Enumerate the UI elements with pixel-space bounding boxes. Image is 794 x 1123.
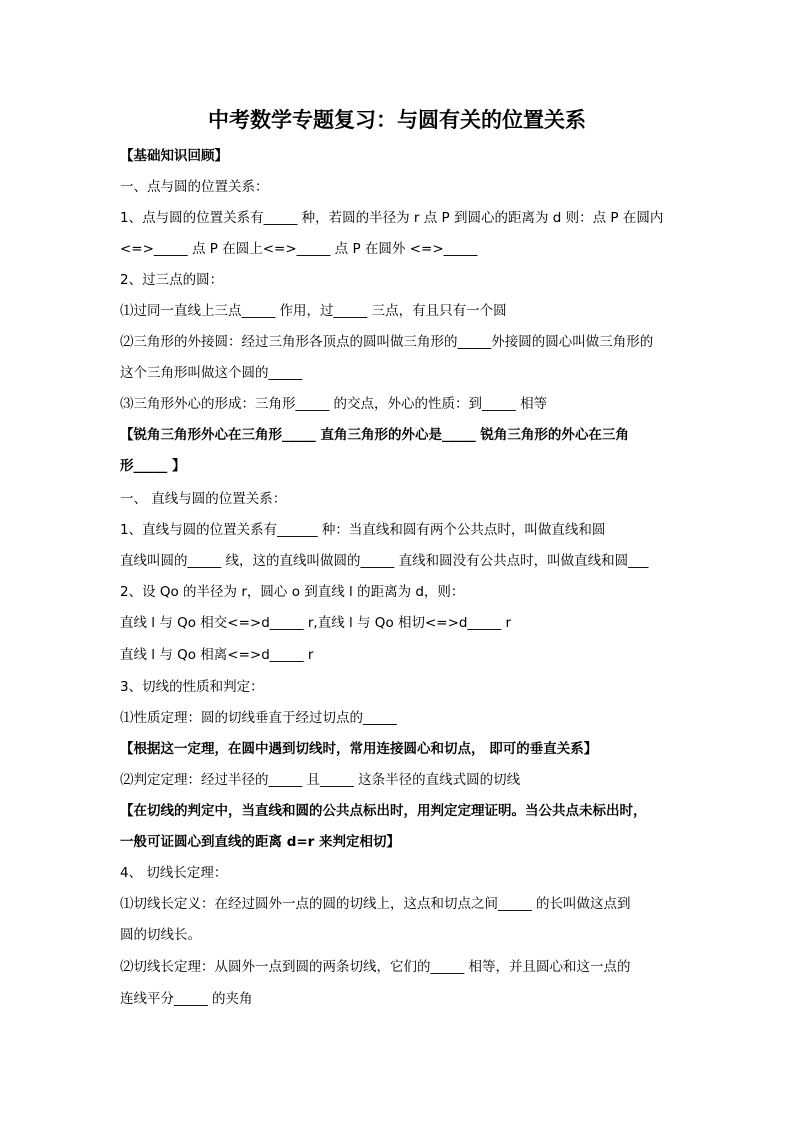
text-line: 直线 l 与 Qo 相离<=>d_____ r <box>120 647 314 663</box>
text-line: ⑵切线长定理：从圆外一点到圆的两条切线，它们的_____ 相等，并且圆心和这一点的 <box>120 959 631 975</box>
text-line: 这个三角形叫做这个圆的_____ <box>120 365 303 381</box>
section-line-circle: 一、 直线与圆的位置关系： <box>120 491 287 507</box>
text-line: ⑵三角形的外接圆：经过三角形各顶点的圆叫做三角形的_____外接圆的圆心叫做三角形的 <box>120 334 654 350</box>
text-line: <=>_____ 点 P 在圆上<=>_____ 点 P 在圆外 <=>_____ <box>120 241 478 257</box>
text-line: 直线 l 与 Qo 相交<=>d_____ r,直线 l 与 Qo 相切<=>d_____ r <box>120 615 512 631</box>
note-line: 【在切线的判定中，当直线和圆的公共点标出时，用判定定理证明。当公共点未标出时， <box>120 803 647 819</box>
note-line: 一般可证圆心到直线的距离 d=r 来判定相切】 <box>120 834 401 850</box>
section-point-circle: 一、点与圆的位置关系： <box>120 179 269 195</box>
text-line: 1、直线与圆的位置关系有______ 种：当直线和圆有两个公共点时，叫做直线和圆 <box>120 522 606 538</box>
note-line: 【根据这一定理，在圆中遇到切线时，常用连接圆心和切点， 即可的垂直关系】 <box>120 741 598 757</box>
text-line: ⑶三角形外心的形成：三角形_____ 的交点，外心的性质：到_____ 相等 <box>120 396 548 412</box>
document-title: 中考数学专题复习：与圆有关的位置关系 <box>208 107 586 132</box>
note-line: 形_____ 】 <box>120 458 186 474</box>
text-line: ⑴切线长定义：在经过圆外一点的圆的切线上，这点和切点之间_____ 的长叫做这点到 <box>120 896 631 912</box>
text-line: 直线叫圆的_____ 线，这的直线叫做圆的_____ 直线和圆没有公共点时，叫做直线和圆___ <box>120 553 649 569</box>
text-line: 连线平分_____ 的夹角 <box>120 991 253 1007</box>
section-three-points: 2、过三点的圆： <box>120 272 224 288</box>
text-line: ⑴过同一直线上三点_____ 作用，过_____ 三点，有且只有一个圆 <box>120 303 507 319</box>
section-heading-review: 【基础知识回顾】 <box>120 148 228 164</box>
text-line: ⑴性质定理：圆的切线垂直于经过切点的_____ <box>120 710 397 726</box>
text-line: 2、设 Qo 的半径为 r，圆心 o 到直线 l 的距离为 d，则： <box>120 584 465 600</box>
section-tangent: 3、切线的性质和判定： <box>120 679 264 695</box>
section-tangent-length: 4、 切线长定理： <box>120 865 228 881</box>
text-line: 1、点与圆的位置关系有_____ 种，若圆的半径为 r 点 P 到圆心的距离为 d 则：点 P 在圆内 <box>120 210 664 226</box>
text-line: ⑵判定定理：经过半径的_____ 且_____ 这条半径的直线式圆的切线 <box>120 772 521 788</box>
note-line: 【锐角三角形外心在三角形_____ 直角三角形的外心是_____ 锐角三角形的外心在三角 <box>120 427 629 443</box>
text-line: 圆的切线长。 <box>120 927 201 943</box>
